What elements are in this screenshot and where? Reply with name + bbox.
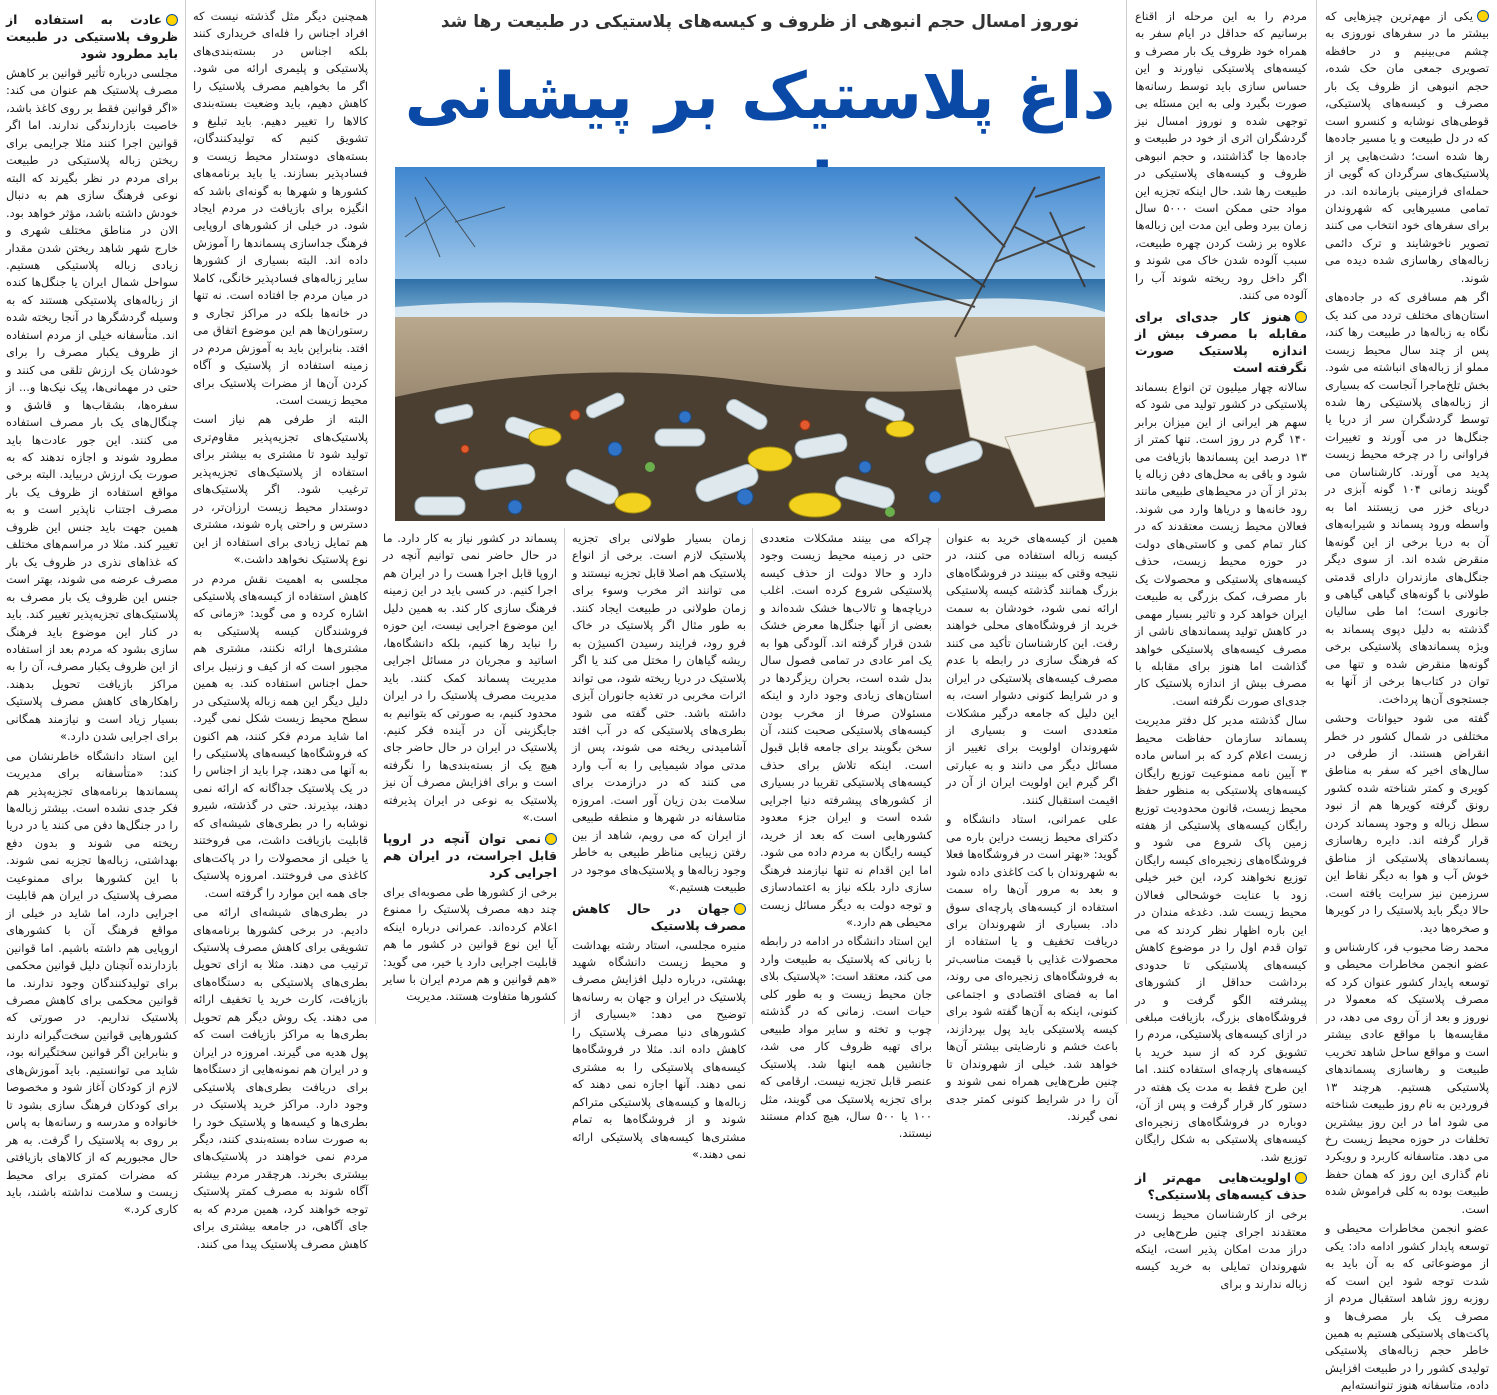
column-divider xyxy=(752,528,753,1024)
paragraph: همین از کیسه‌های خرید به عنوان کیسه زباله استفاده می کنند، در نتیجه وقتی که ببینند در فروشگاه‌های بزرگ همانند گذشته کیسه پلاستیکی ارائه نمی شود، خودشان به سمت خرید از فروشگاه‌های محلی خواهند رفت. این کارشناسان تأکید می کنند که فرهنگ سازی در رابطه با عدم مصرف کیسه‌های پلاستیکی در ایران و در شرایط کنونی دشوار است، به این دلیل که جامعه درگیر مشکلات متعددی است و بسیاری از شهروندان اولویت برای تغییر از مسائل دیگر می دانند و به عبارتی اگر گیرم این اولویت ایران از آن در اقیمت استقبال کنند. xyxy=(946,531,1118,807)
paragraph: مجلسی به اهمیت نقش مردم در کاهش استفاده از کیسه‌های پلاستیکی اشاره کرده و می گوید: «زمانی که فروشندگان کیسه پلاستیکی به مشتری‌ها ارائه نکنند، مشتری هم مجبور است که از کیف و زنبیل برای حمل اجناس استفاده کند. به همین دلیل دیگر این همه زباله پلاستیکی در سطح محیط زیست شکل نمی گیرد. اما شاید مردم فکر کنند، هم اکنون که فروشگاه‌ها کیسه‌های پلاستیکی را به آنها می دهند، چرا باید از اجناس را در یک پلاستیک جداگانه که ارائه نمی دهند، بپذیرند. حتی در گذشته، شیرو نوشابه را در بطری‌های شیشه‌ای که قابلیت بازیافت داشت، می فروختند یا خیلی از محصولات را در پاکت‌های کاغذی می فروختند. امروزه پلاستیک جای همه این موارد را گرفته است. xyxy=(193,571,368,900)
paragraph: همچنین دیگر مثل گذشته نیست که افراد اجناس را فله‌ای خریداری کنند بلکه اجناس در بسته‌بندی‌های پلاستیکی و پلیمری ارائه می شود. اگر ما بخواهیم مصرف پلاستیک را کاهش دهیم، باید وضعیت بسته‌بندی کالاها را تغییر دهیم. باید تبلیغ و تشویق کنیم که تولیدکنندگان، بسته‌های دوستدار محیط زیست و فسادپذیر بسازند. یا باید برنامه‌های کشورها و شهرها به گونه‌ای باشد که انگیزه برای بازیافت در مردم ایجاد شود. در خیلی از کشورهای اروپایی فرهنگ جداسازی پسماندها را آموزش داده اند. البته بسیاری از کشورها سایر زباله‌های فسادپذیر خانگی، کاملا در میان مردم جا افتاده است. نه تنها در خانه‌ها بلکه در مراکز تجاری و رستوران‌ها هم این موضوع اتفاق می افتد. بنابراین باید به آموزش مردم در زمینه استفاده از پلاستیک و آگاه کردن آن‌ها از مضرات پلاستیک برای محیط زیست است. xyxy=(193,9,368,407)
bullet-icon xyxy=(734,903,746,915)
column-divider xyxy=(938,528,939,1024)
paragraph: اگر هم مسافری که در جاده‌های استان‌های مختلف تردد می کند یک نگاه به زباله‌ها در طبیعت رها کند، پس از چند سال محیط زیست مملو از زباله‌های انباشته می شود. بخش تلخ‌ماجرا آنجاست که بسیاری از زباله‌های پلاستیکی رها شده توسط گردشگران سر از دریا یا جنگل‌ها در می آورند و تغییرات فراوانی را در چرخه محیط زیست پدید می آورند. کارشناسان می گویند زمانی ۱۰۴ گونه آبزی در دریای خزر می زیستند اما به واسطه ورود پسماند و شیرابه‌های آن به دریا برخی از این گونه‌ها منقرض شده اند. از سوی دیگر جنگل‌های مازندران دارای قدمتی طولانی با گونه‌های گیاهی گیاهی و جانوری است؛ اما طی سالیان گذشته به دلیل دپوی پسماند به ویژه پسماندهای پلاستیکی برخی گونه‌ها منقرض شده و تنها می توان در کتاب‌ها برخی از آنها به جستجوی آن‌ها پرداخت. xyxy=(1325,290,1489,706)
article-column-5 xyxy=(572,530,746,1161)
subheading: اولویت‌هایی مهم‌تر از حذف کیسه‌های پلاستیکی؟ xyxy=(1135,1170,1307,1203)
paragraph: محمد رضا محبوب فر، کارشناس و عضو انجمن مخاطرات محیطی و توسعه پایدار کشور عنوان کرد که مصرف پلاستیک که معمولا در نوروز و بعد از آن روی می دهد، در مقایسه‌ها با مواقع عادی بیشتر است و مواقع ساحل شاهد تخریب طبیعت و رهاسازی پسماندهای پلاستیکی هستیم. هرچند ۱۳ فروردین به نام روز طبیعت شناخته می شود اما در این روز بیشترین تخلفات در حوزه محیط زیست رخ می دهد. متاسفانه کاربرد و رویکرد نام گذاری این روز که همان حفظ طبیعت بوده به کلی فراموش شده است. xyxy=(1325,940,1489,1216)
paragraph: علی عمرانی، استاد دانشگاه و دکترای محیط زیست دراین باره می گوید: «بهتر است در فروشگاه‌ها فعلا به شهروندان با کت کاغذی داده شود و بعد به مرور آن‌ها راه سمت استفاده از کیسه‌های پارچه‌ای سوق داد. بسیاری از شهروندان برای دریافت تخفیف و یا استفاده از محصولات غذایی با قیمت مناسب‌تر به فروشگاه‌های زنجیره‌ای می روند، اما به فضای اقتصادی و اجتماعی کنونی، اینکه به آن‌ها گفته شود برای کیسه پلاستیکی باید پول بپردازند، باعث خشم و نارضایتی بیشتر آن‌ها خواهد شد. خیلی از شهروندان تا چنین طرح‌هایی همراه نمی شوند و آن را در شرایط کنونی کمتر جدی نمی گیرند. xyxy=(946,812,1118,1123)
paragraph: برخی از کشورها طی مصوبه‌ای برای چند دهه مصرف پلاستیک را ممنوع اعلام کرده‌اند. عمرانی درباره اینکه آیا این نوع قوانین در کشور ما هم قابلیت اجرایی دارد یا خیر، می گوید: «هم قوانین و هم مردم ایران با سایر کشورها متفاوت هستند. مدیریت xyxy=(383,884,557,1004)
subheading: جهان در حال کاهش مصرف پلاستیک xyxy=(572,900,746,933)
bullet-icon xyxy=(1477,10,1489,22)
article-column-8 xyxy=(6,8,178,1217)
article-headline: داغ پلاستیک بر پیشانی xyxy=(404,60,1116,134)
article-kicker: نوروز امسال حجم انبوهی از ظروف و کیسه‌های پلاستیکی در طبیعت رها شد xyxy=(440,12,1080,32)
paragraph: سالانه چهار میلیون تن انواع بسماند پلاستیکی در کشور تولید می شود که سهم هر ایرانی از این میزان برابر ۱۴۰ گرم در روز است. تنها کمتر از ۱۳ درصد این پسماندها بازیافت می شود و باقی به محل‌های دفن زباله یا بدتر از آن در محیط‌های طبیعی مانند رود خانه‌ها و دریاها وارد می شوند. فعالان محیط زیست معتقدند که در کنار تمام کمی و کاستی‌های دولت در حوزه محیط زیست، حذف کیسه‌های پلاستیکی و محصولات یک بار مصرف، کمک بزرگی به طبیعت ایران خواهد کرد و تاثیر بسیار مهمی در کاهش تولید پسماندهای ناشی از مصرف کیسه‌های پلاستیکی خواهد گذاشت اما هنوز برای مقابله با مصرف بیش از اندازه پلاستیک کار جدی‌ای صورت نگرفته است. xyxy=(1135,379,1307,708)
paragraph: سال گذشته مدیر کل دفتر مدیریت پسماند سازمان حفاظت محیط زیست اعلام کرد که بر اساس ماده ۳ آیین نامه ممنوعیت توزیع رایگان کیسه‌های پلاستیکی به منظور حفظ محیط زیست، قانون محدودیت توزیع رایگان کیسه‌های پلاستیکی از هفته زمین پاک شروع می شود و فروشگاه‌های زنجیره‌ای کیسه رایگان توزیع نخواهند کرد، این خبر خیلی زود با عنایت خوشحالی فعالان محیط زیست شد. دغدغه مندان در این باره اظهار نظر کردند که می توان قدم اول را در موضوع کاهش کیسه‌های پلاستیکی تا حدودی برداشت حداقل از کشورهای پیشرفته الگو گرفت و در فروشگاه‌های بزرگ، بازیافت مبلغی در ازای کیسه‌های پلاستیکی، مردم را تشویق کرد که از سبد خرید با کیسه‌های پارچه‌ای استفاده کنند. اما این طرح فقط به مدت یک هفته در دستور کار قرار گرفت و پس از آن، دوباره در فروشگاه‌های زنجیره‌ای کیسه‌های پلاستیکی به شکل رایگان توزیع شد. xyxy=(1135,713,1307,1164)
paragraph: مردم را به این مرحله از اقناع برسانیم که حداقل در ایام سفر به همراه خود ظروف یک بار مصرف و کیسه‌های پلاستیکی نیاورند و این حساس سازی باید توسط رسانه‌ها صورت بگیرد ولی به این مسئله بی توجهی شده و نوروز امسال نیز گردشگران اثری از خود در طبیعت و جاده‌ها جا گذاشتند، و حجم انبوهی ظروف و کیسه‌های پلاستیکی در طبیعت رها شد. حال اینکه تجزیه این مواد حتی ممکن است ۵۰۰۰ سال زمان ببرد وطی این مدت این زباله‌ها علاوه بر زشت کردن چهره طبیعت، سبب آلوده شدن خاک می شوند و اگر داخل رود ریخته شوند آب را آلوده می کنند. xyxy=(1135,9,1307,303)
subheading: عادت به استفاده از ظروف پلاستیکی در طبیعت باید مطرود شود xyxy=(6,12,178,61)
paragraph: یکی از مهم‌ترین چیزهایی که بیشتر ما در سفرهای نوروزی به چشم می‌بینیم و در حافظه تصویری جمعی مان حک شده، حجم انبوهی از ظروف یک بار مصرف و کیسه‌های پلاستیکی، قوطی‌های نوشابه و کنسرو است که در دل طبیعت و یا مسیر جاده‌ها رها شده است؛ دشت‌هایی پر از پلاستیک‌های سرگردان که گویی از حمله‌ای فرازمینی بازمانده اند. در تمامی مسیرهایی که شهروندان برای سفرهای خود انتخاب می کنند تصویر ناخوشایند و ترک دائمی زباله‌های رهاسازی شده دیده می شوند. xyxy=(1325,9,1489,285)
article-column-6 xyxy=(383,530,557,1020)
bullet-icon xyxy=(545,833,557,845)
subheading: هنوز کار جدی‌ای برای مقابله با مصرف بیش از اندازه پلاستیک صورت نگرفته است xyxy=(1135,308,1307,375)
paragraph: چراکه می بینند مشکلات متعددی حتی در زمینه محیط زیست وجود دارد و حالا دولت از حذف کیسه پلاستیکی شروع کرده است. اغلب دریاچه‌ها و تالاب‌ها خشک شده‌اند و بعضی از آنها جنگل‌ها معرض خشک شدن قرار گرفته اند. آلودگی هوا به یک امر عادی در تمامی فصول سال بدل شده است، بحران ریزگردها در استان‌های زیادی وجود دارد و اینکه مسئولان صرفا از مخرب بودن کیسه‌های پلاستیکی صحبت کنند، آن سخن بگویند برای جامعه قابل قبول است. اینکه تلاش برای حذف کیسه‌های پلاستیکی تقریبا در بسیاری از کشورهای پیشرفته دنیا اجرایی شده است و ایران جزء معدود کشورهایی است که بعد از خرید، کیسه رایگان به مردم داده می شود. اما این اقدام نه تنها نیازمند فرهنگ سازی دارد بلکه نیاز به اعتمادسازی و توجه دولت به دیگر مسائل زیست محیطی هم دارد.» xyxy=(760,531,932,929)
article-column-4 xyxy=(760,530,932,1141)
paragraph: زمان بسیار طولانی برای تجزیه پلاستیک لازم است. برخی از انواع پلاستیک هم اصلا قابل تجزیه نیستند و می توانند اثر مخرب وسوء برای زمان طولانی در طبیعت ایجاد کنند. به طور مثال اگر پلاستیک در خاک فرو رود، فرایند رسیدن اکسیژن به ریشه گیاهان را مختل می کند یا اگر پلاستیک در دریا ریخته شود، می تواند اثرات مخربی در تغذیه جانوران آبزی داشته باشد. حتی گفته می شود بطری‌های پلاستیکی که در آب افتد آشامیدنی ریخته می شوند، پس از مدتی مواد شیمیایی را به آب وارد می کنند که در درازمدت برای سلامت بدن زیان آور است. امروزه متاسفانه در شهرها و منطقه طبیعی از ایران که می رویم، شاهد از بین رفتن زیبایی مناظر طبیعی به خاطر وجود زباله‌ها و پلاستیک‌های موجود در طبیعت هستیم.» xyxy=(572,531,746,895)
column-divider xyxy=(1316,0,1317,1024)
bullet-icon xyxy=(1295,311,1307,323)
subheading: نمی توان آنچه در اروپا قابل اجراست، در ایران هم اجرایی کرد xyxy=(383,830,557,880)
paragraph: مجلسی درباره تأثیر قوانین بر کاهش مصرف پلاستیک هم عنوان می کند: «اگر قوانین فقط بر روی کاغذ باشد، خاصیت بازدارندگی ندارند. اما اگر قوانین اجرا کنند مثلا جرایمی برای ریختن زباله پلاستیکی در طبیعت برای مردم در نظر بگیرند که البته نوعی فرهنگ سازی هم به دنبال خودش داشته باشد، مؤثر خواهد بود. الان در مناطق مختلف شهری و خارج شهر شاهد ریختن شدن مقدار زیادی زباله پلاستیکی هستیم. سواحل شمال ایران یا جنگل‌ها کنده از زباله‌های پلاستیکی هستند که به وسیله گردشگرها در آنجا ریخته شده اند. متأسفانه خیلی از مردم استفاده از ظروف یکبار مصرف را برای خودشان یک ارزش تلقی می کنند و حتی در مهمانی‌ها، پیک نیک‌ها و... از سفره‌ها، بشقاب‌ها و قاشق و چنگال‌های یک بار مصرف استفاده می کنند. این جور عادت‌ها باید مطرود شوند و اجازه ندهند که به صورت یک ارزش دربیاید. البته برخی مواقع استفاده از ظروف یک بار مصرف اجتناب ناپذیر است و به همین جهت باید جنس این ظروف تغییر کند. مثلا در مراسم‌های مختلف که غذاهای نذری در ظروف یک بار مصرف عرضه می شوند، بهتر است جنس این ظروف یک بار مصرف به پلاستیک‌های تجزیه‌پذیر تغییر کند. باید در کنار این موضوع باید فرهنگ سازی بشود که مردم بعد از استفاده از این ظروف یکبار مصرف، آن را به مراکز بازیافت تحویل بدهند. راهکارهای کاهش مصرف پلاستیک بسیار زیاد است و نیازمند همگانی برای اجرایی شدن دارد.» xyxy=(6,66,178,744)
paragraph: البته از طرفی هم نیاز است پلاستیک‌های تجزیه‌پذیر مقاوم‌تری تولید شود تا مشتری به بیشتر برای استفاده از پلاستیک‌های تجزیه‌پذیر ترغیب شود. اگر پلاستیک‌های دوستدار محیط زیست ارزان‌تر، در دسترس و راحتی پاره شوند، مشتری هم تمایل زیادی برای استفاده از این نوع پلاستیک نخواهد داشت.» xyxy=(193,412,368,567)
bullet-icon xyxy=(1295,1172,1307,1184)
paragraph: گفته می شود حیوانات وحشی مختلفی در شمال کشور در خطر انقراض هستند. از طرفی در سال‌های اخیر که سفر به مناطق کویری و کمتر شناخته شده کشور رونق گرفته کویرها هم از نبود سطل زباله و وجود پسماند کردن قرار گرفته اند. دایره رهاسازی پسماندهای پلاستیکی از مناطق خوش آب و هوا به دیگر نقاط این سرزمین نیز سرایت یافته است. حالا دیگر باید پلاستیک را در کویرها و صخره‌ها دید. xyxy=(1325,711,1489,935)
paragraph: این استاد دانشگاه در ادامه در رابطه با زبانی که پلاستیک به طبیعت وارد می کند، معتقد است: «پلاستیک بلای جان محیط زیست و به طور کلی حیات است. زمانی که در گذشته چوب و تخته و سایر مواد طبیعی برای تهیه ظروف کار می شد، جانشین همه اینها شد. پلاستیک عنصر قابل تجزیه نیست. ارقامی که برای تجزیه پلاستیک می گویند، مثل ۱۰۰ یا ۵۰۰ سال، هیچ کدام مستند نیستند. xyxy=(760,934,932,1141)
paragraph: در بطری‌های شیشه‌ای ارائه می دادیم. در برخی کشورها برنامه‌های تشویقی برای کاهش مصرف پلاستیک ترتیب می دهند. مثلا به ازای تحویل بطری‌های پلاستیکی به دستگاه‌های بازیافت، کارت خرید یا تخفیف ارائه می دهند. یک روش دیگر هم تحویل بطری‌ها به مراکز بازیافت است که پول هدیه می گیرند. امروزه در ایران و در ایران هم نمونه‌هایی از دستگاه‌ها برای دریافت بطری‌های پلاستیکی وجود دارد. مراکز خرید پلاستیک در بطری‌ها و کیسه‌ها و پلاستیک خود را به صورت ساده بسته‌بندی کنند، دیگر مردم نمی خواهند در پلاستیک‌های بیشتری بخرند. هرچقدر مردم بیشتر آگاه شوند به مصرف کمتر پلاستیک توجه خواهند کرد، همین مردم که به جای آگاهی، در جامعه بیشتری برای کاهش مصرف پلاستیک پیدا می کنند. xyxy=(193,905,368,1251)
article-column-2 xyxy=(1135,8,1307,1291)
paragraph: پسماند در کشور نیاز به کار دارد. ما در حال حاضر نمی توانیم آنچه در اروپا قابل اجرا هست را در ایران هم اجرا کنیم. در کسی باید در این زمینه فرهنگ سازی کار کند. به همین دلیل این موضوع اجرایی نیست، این حوزه را نباید رها کنیم، بلکه دانشگاه‌ها، اساتید و مجریان در مسائل اجرایی مدیریت پسماند کمک کنند. باید مدیریت مصرف پلاستیک را در ایران محدود کنیم، به صورتی که بتوانیم به جایگزینی آن در آینده فکر کنیم. پلاستیک در ایران در حال حاضر جای هیچ یک از بسته‌بندی‌ها را نگرفته است و برای افزایش مصرف آن نیز پلاستیک به نوعی در ایران پذیرفته است.» xyxy=(383,531,557,825)
paragraph: عضو انجمن مخاطرات محیطی و توسعه پایدار کشور ادامه داد: یکی از موضوعاتی که به آن باید به شدت توجه شود این است که روزبه روز شاهد استقبال مردم از مصرف یک بار مصرف‌ها و پاکت‌های پلاستیکی هستیم به همین خاطر حجم زباله‌های پلاستیکی تولیدی کشور را در طبیعت افزایش داده، متاسفانه هنوز تنوانسته‌ایم xyxy=(1325,1221,1489,1393)
paragraph: این استاد دانشگاه خاطرنشان می کند: «متأسفانه برای مدیریت پسماندها برنامه‌های تجزیه‌پذیر هم فکر جدی نشده است. بیشتر زباله‌ها را در جنگل‌ها دفن می کنند یا در دریا ریخته می شوند و بدون دفع بهداشتی، زباله‌ها تجزیه نمی شوند. با این کشورها برای ممنوعیت مصرف پلاستیک در ایران هم قابلیت اجرایی دارد، اما شاید در خیلی از مواقع فرهنگ آن با کشورهای اروپایی هم داشته باشیم. اما قوانین بازدارنده آنچنان دلیل قوانین محکمی برای تولیدکنندگان وجود ندارند. ما قوانین محکمی برای کاهش مصرف پلاستیک نداریم. در صورتی که کشورهایی قوانین سخت‌گیرانه دارند و بنابراین اگر قوانین سختگیرانه بود، شاید می توانستیم. باید آموزش‌های لازم از کودکان آغاز شود و مخصوصا برای کودکان فرهنگ سازی بشود تا خانواده و مدرسه و رسانه‌ها به پاس بر روی به پلاستیک را گرفت. به هر حال مجبوریم که از کالاهای بازیافتی که مضرات کمتری برای محیط زیست و سلامت نداشته باشند، باید کاری کرد.» xyxy=(6,748,178,1217)
column-divider xyxy=(1126,0,1127,1024)
article-column-3 xyxy=(946,530,1118,1123)
paragraph: برخی از کارشناسان محیط زیست معتقدند اجرای چنین طرح‌هایی در دراز مدت امکان پذیر است، اینکه شهروندان تمایلی به خرید کیسه زباله ندارند و برای xyxy=(1135,1207,1307,1291)
column-divider xyxy=(185,0,186,1024)
column-divider xyxy=(375,0,376,1024)
bullet-icon xyxy=(166,14,178,26)
beach-plastic-photo xyxy=(395,167,1105,521)
article-column-7 xyxy=(193,8,368,1251)
article-column-1 xyxy=(1325,8,1489,1393)
paragraph: منیره مجلسی، استاد رشته بهداشت و محیط زیست دانشگاه شهید بهشتی، درباره دلیل افزایش مصرف پلاستیک در ایران و جهان به رسانه‌ها توضیح می دهد: «بسیاری از کشورهای دنیا مصرف پلاستیک را کاهش داده اند. مثلا در فروشگاه‌ها کیسه‌های پلاستیکی را به مشتری نمی دهند. آنها اجازه نمی دهند که زباله‌ها و کیسه‌های پلاستیکی متراکم شوند و از فروشگاه‌ها به تمام مشتری‌ها کیسه‌های پلاستیکی ارائه نمی دهند.» xyxy=(572,937,746,1161)
column-divider xyxy=(564,528,565,1024)
